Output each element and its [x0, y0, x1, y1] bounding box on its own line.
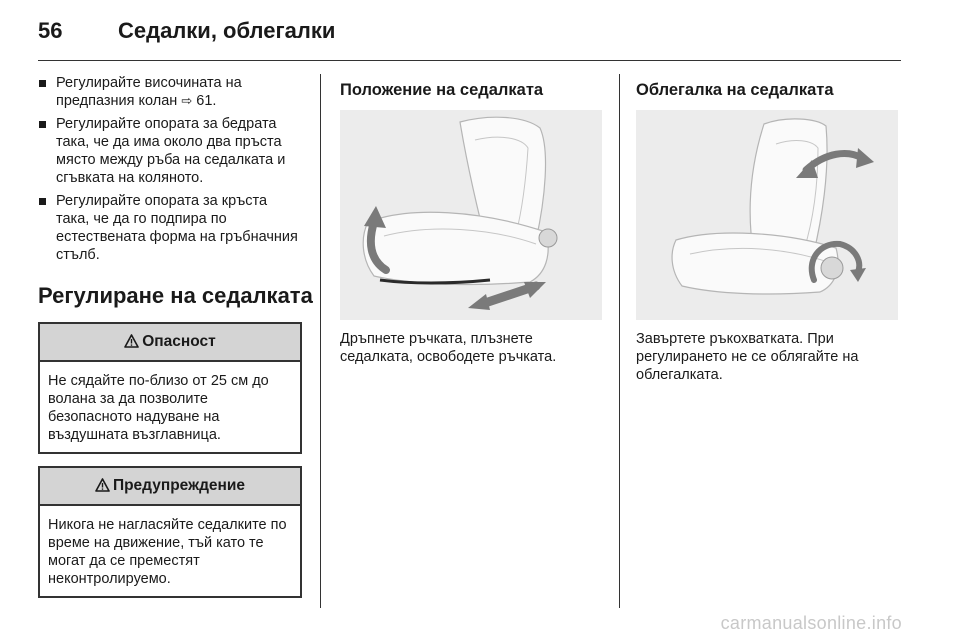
column-divider-2 [619, 74, 620, 608]
warning-triangle-icon [95, 478, 110, 492]
warning-box-body: Никога не нагласяйте седалките по време на движение, тъй като те могат да се преместят неконтролируемо. [48, 517, 287, 587]
page-number: 56 [38, 18, 63, 43]
column-right [636, 74, 902, 384]
header-rule [38, 60, 901, 61]
section-heading-seat-backrest: Облегалка на седалката [636, 81, 834, 99]
danger-box-body: Не сядайте по-близо от 25 см до волана за да позволите безопасното надуване на въздушната възглавница. [48, 373, 269, 443]
column-left [38, 74, 313, 610]
column-divider-1 [320, 74, 321, 608]
section-heading-seat-position: Положение на седалката [340, 81, 544, 99]
danger-box [38, 322, 302, 454]
danger-box-header [40, 324, 300, 362]
seat-position-figure [340, 110, 602, 320]
seat-backrest-caption: Завъртете ръкохватката. При регулирането не се облягайте на облегалката. [636, 331, 859, 383]
bullet-text: Регулирайте опората за кръста така, че да го подпира по естествената форма на гръбначния стълб. [56, 193, 298, 263]
recline-knob-icon [821, 257, 843, 279]
warning-box [38, 466, 302, 598]
page-ref-link[interactable]: 61. [196, 93, 217, 109]
bullet-list [38, 74, 302, 264]
warning-triangle-icon [124, 334, 139, 348]
danger-box-title: Опасност [142, 333, 216, 350]
bullet-item [38, 74, 302, 110]
bullet-text: Регулирайте опората за бедрата така, че да има около два пръста място между ръба на седалката и сгъвката на коляното. [56, 116, 286, 186]
column-middle [340, 74, 602, 366]
bullet-text: Регулирайте височината на предпазния колан [56, 75, 242, 109]
watermark: carmanualsonline.info [720, 613, 902, 633]
warning-box-title: Предупреждение [112, 477, 246, 494]
seat-backrest-figure [636, 110, 898, 320]
seat-adjust-knob-icon [539, 229, 557, 247]
bullet-item [38, 115, 302, 187]
seat-position-caption: Дръпнете ръчката, плъзнете седалката, освободете ръчката. [340, 331, 557, 365]
section-heading-seat-adjustment: Регулиране на седалката [38, 283, 313, 308]
page-ref-arrow-icon: ⇨ [181, 93, 193, 108]
page-title: Седалки, облегалки [118, 18, 336, 43]
bullet-item [38, 192, 302, 264]
warning-box-header [40, 468, 300, 506]
